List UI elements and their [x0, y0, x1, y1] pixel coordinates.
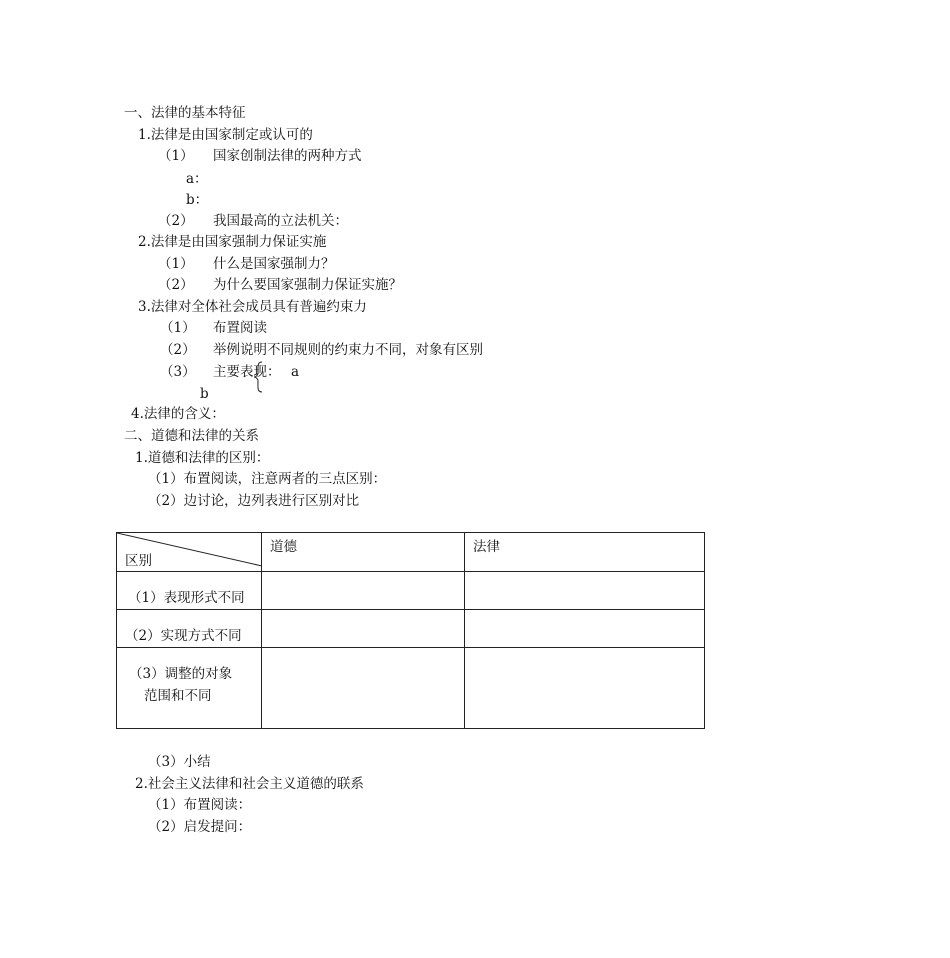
heading-section-1: 一、法律的基本特征 [124, 105, 246, 121]
point-3-a: a [291, 364, 300, 380]
table-cell [465, 572, 705, 610]
table-header-row [117, 533, 705, 572]
row-label-scope-line2: 范围和不同 [144, 688, 212, 704]
subpoint-1-2: （2）边讨论，边列表进行区别对比 [148, 493, 360, 509]
subpoint-2-2: （2）启发提问： [148, 819, 252, 835]
table-cell [262, 572, 465, 610]
point-4-heading: 4.法律的含义： [131, 406, 225, 422]
subpoint-1-3: （3）小结 [148, 754, 211, 770]
table-header-cell [262, 533, 465, 572]
point-3-2-text: 举例说明不同规则的约束力不同，对象有区别 [213, 342, 483, 358]
table-cell [465, 648, 705, 729]
header-morality: 道德 [270, 539, 297, 555]
subpoint-2-heading: 2.社会主义法律和社会主义道德的联系 [135, 776, 364, 792]
subpoint-2-1: （1）布置阅读： [148, 797, 252, 813]
table-row [117, 572, 705, 610]
table-row [117, 648, 705, 729]
row-label-scope-line1: （3）调整的对象 [129, 666, 233, 682]
point-2-1-number: （1） [158, 256, 194, 272]
table-row-label-cell [117, 648, 262, 729]
brace-icon [253, 361, 263, 393]
point-1-1-text: 国家创制法律的两种方式 [213, 148, 362, 164]
row-label-form: （1）表现形式不同 [128, 590, 245, 606]
point-3-3-number: （3） [160, 364, 196, 380]
point-3-b: b [200, 386, 209, 402]
point-2-2-number: （2） [158, 277, 194, 293]
table-corner-label: 区别 [125, 553, 152, 569]
subpoint-1-1: （1）布置阅读，注意两者的三点区别： [148, 471, 387, 487]
table-row-label-cell [117, 610, 262, 648]
table-row [117, 610, 705, 648]
point-3-heading: 3.法律对全体社会成员具有普遍约束力 [138, 299, 367, 315]
subpoint-1-heading: 1.道德和法律的区别： [135, 450, 270, 466]
point-1-a: a： [186, 171, 208, 187]
table-row-label-cell [117, 572, 262, 610]
row-label-method: （2）实现方式不同 [125, 628, 242, 644]
point-2-2-text: 为什么要国家强制力保证实施？ [213, 277, 402, 293]
table-cell [262, 610, 465, 648]
point-2-heading: 2.法律是由国家强制力保证实施 [138, 234, 327, 250]
table-corner-cell [117, 533, 262, 572]
comparison-table [116, 532, 705, 729]
point-3-3-text: 主要表现： [213, 364, 281, 380]
point-2-1-text: 什么是国家强制力？ [213, 256, 335, 272]
point-3-1-text: 布置阅读 [213, 320, 267, 336]
point-1-1-number: （1） [158, 148, 194, 164]
point-1-2-text: 我国最高的立法机关： [213, 213, 348, 229]
heading-section-2: 二、道德和法律的关系 [124, 428, 259, 444]
header-law: 法律 [473, 539, 500, 555]
point-1-heading: 1.法律是由国家制定或认可的 [138, 127, 313, 143]
point-1-b: b： [186, 192, 209, 208]
point-3-1-number: （1） [160, 320, 196, 336]
point-3-2-number: （2） [160, 342, 196, 358]
table-cell [465, 610, 705, 648]
table-header-cell [465, 533, 705, 572]
table-cell [262, 648, 465, 729]
point-1-2-number: （2） [158, 213, 194, 229]
